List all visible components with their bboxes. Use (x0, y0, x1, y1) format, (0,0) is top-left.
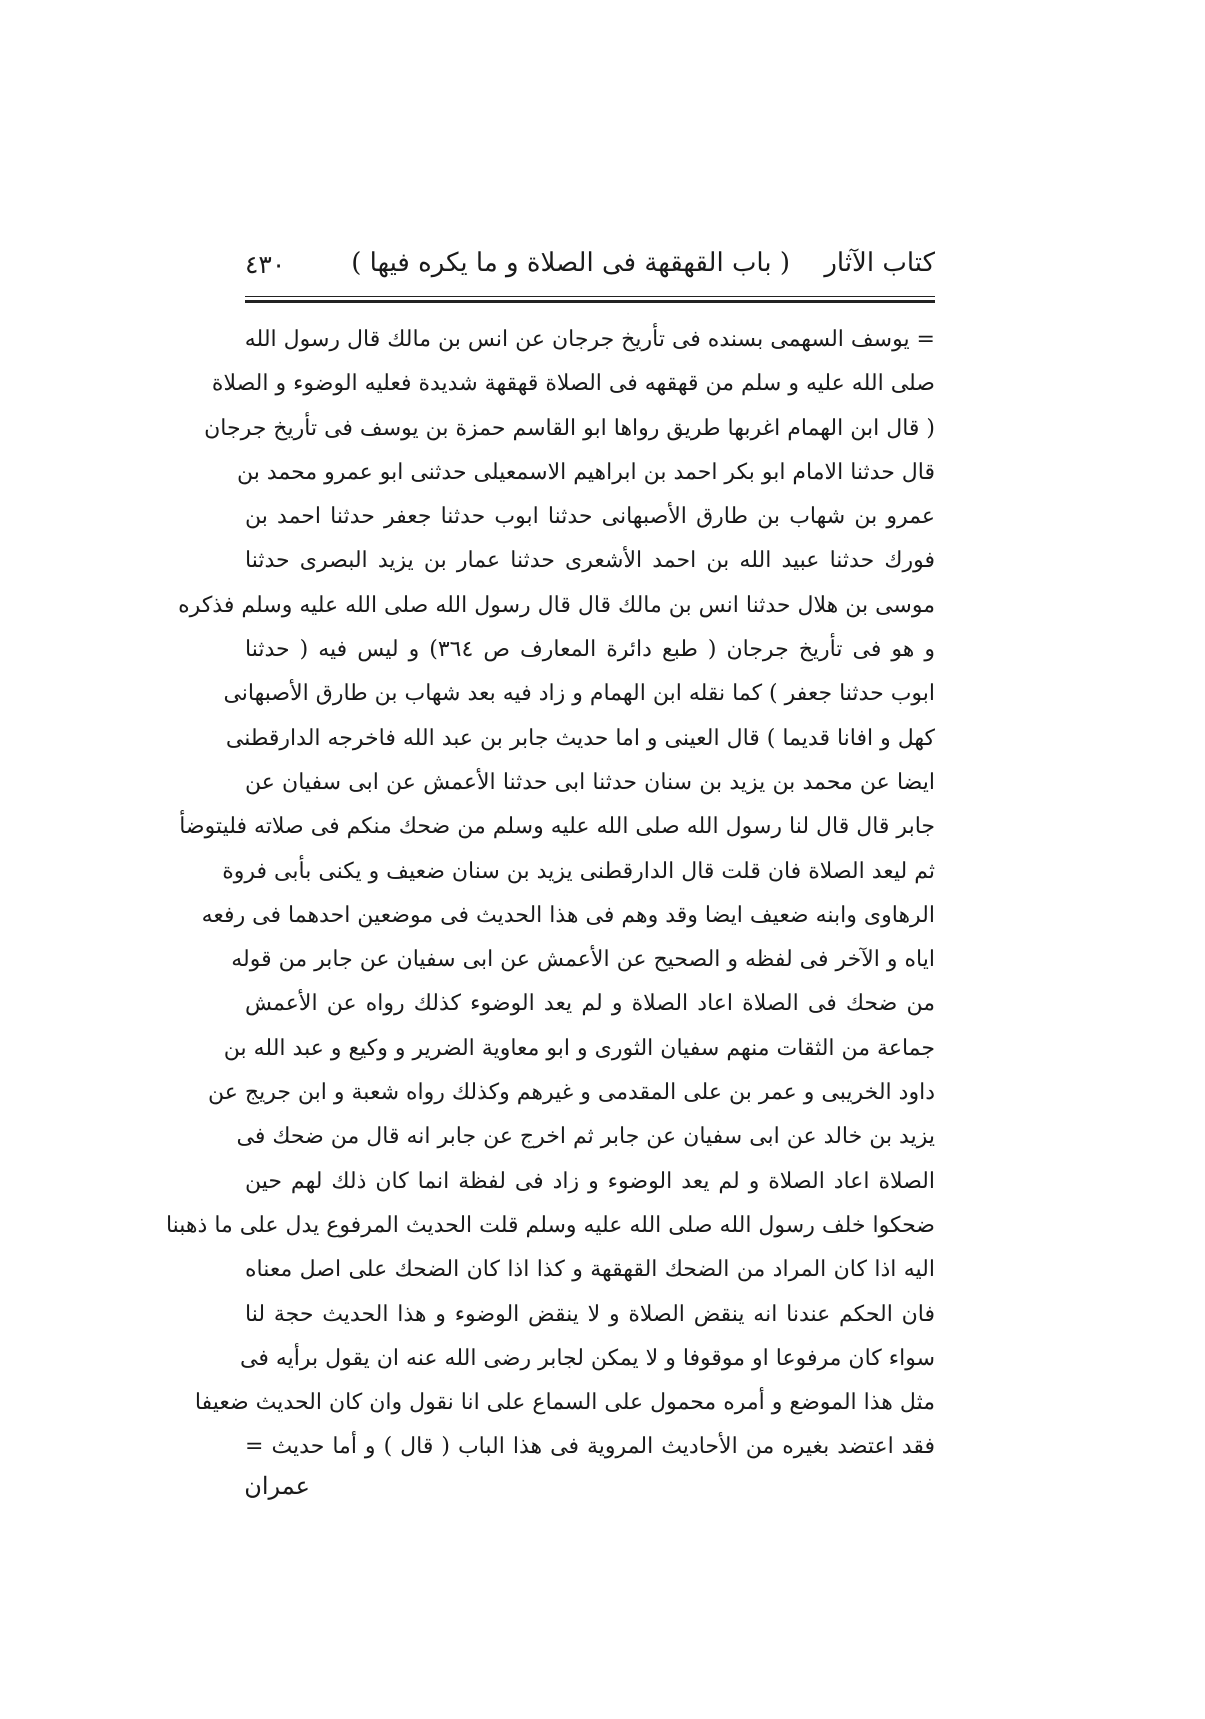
text-line: فان الحكم عندنا انه ينقض الصلاة و لا ينقض الوضوء و هذا الحديث حجة لنا (245, 1301, 935, 1327)
catchword: عمران (244, 1472, 310, 1500)
text-line: اليه اذا كان المراد من الضحك القهقهة و كذا اذا كان الضحك على اصل معناه (245, 1257, 935, 1283)
text-line: مثل هذا الموضع و أمره محمول على السماع على انا نقول وان كان الحديث ضعيفا (194, 1390, 935, 1416)
text-line: و هو فى تأريخ جرجان ( طبع دائرة المعارف ص ٣٦٤) و ليس فيه ( حدثنا (245, 637, 935, 663)
text-line: عمرو بن شهاب بن طارق الأصبهانى حدثنا ابوب حدثنا جعفر حدثنا احمد بن (245, 504, 935, 530)
text-line: ابوب حدثنا جعفر ) كما نقله ابن الهمام و زاد فيه بعد شهاب بن طارق الأصبهانى (223, 681, 935, 707)
page-header (245, 248, 935, 288)
header-rule-thick (245, 300, 935, 303)
text-line: فورك حدثنا عبيد الله بن احمد الأشعرى حدثنا عمار بن يزيد البصرى حدثنا (245, 548, 935, 574)
text-line: قال حدثنا الامام ابو بكر احمد بن ابراهيم الاسمعيلى حدثنى ابو عمرو محمد بن (237, 459, 935, 485)
text-line: الرهاوى وابنه ضعيف ايضا وقد وهم فى هذا الحديث فى موضعين احدهما فى رفعه (201, 902, 935, 928)
text-line: موسى بن هلال حدثنا انس بن مالك قال قال رسول الله صلى الله عليه وسلم فذكره (178, 592, 935, 618)
text-line: ايضا عن محمد بن يزيد بن سنان حدثنا ابى حدثنا الأعمش عن ابى سفيان عن (245, 769, 935, 795)
book-title: كتاب الآثار (824, 248, 935, 278)
page-number: ٤٣٠ (245, 250, 286, 279)
text-line: اياه و الآخر فى لفظه و الصحيح عن الأعمش عن ابى سفيان عن جابر من قوله (231, 947, 935, 973)
text-line: داود الخريبى و عمر بن على المقدمى و غيرهم وكذلك رواه شعبة و ابن جريج عن (208, 1080, 935, 1106)
text-line: = يوسف السهمى بسنده فى تأريخ جرجان عن انس بن مالك قال رسول الله (244, 327, 935, 352)
text-line: صلى الله عليه و سلم من قهقهه فى الصلاة قهقهة شديدة فعليه الوضوء و الصلاة (211, 371, 935, 397)
text-line: من ضحك فى الصلاة اعاد الصلاة و لم يعد الوضوء كذلك رواه عن الأعمش (245, 991, 935, 1017)
text-line: جماعة من الثقات منهم سفيان الثورى و ابو معاوية الضرير و وكيع و عبد الله بن (223, 1035, 935, 1061)
header-rule-thin (245, 296, 935, 297)
text-line: فقد اعتضد بغيره من الأحاديث المروية فى هذا الباب ( قال ) و أما حديث = (245, 1434, 935, 1460)
text-line: ( قال ابن الهمام اغربها طريق رواها ابو القاسم حمزة بن يوسف فى تأريخ جرجان (204, 415, 935, 441)
chapter-title: ( باب القهقهة فى الصلاة و ما يكره فيها ) (351, 248, 790, 278)
text-line: جابر قال قال لنا رسول الله صلى الله عليه وسلم من ضحك منكم فى صلاته فليتوضأ (179, 814, 935, 840)
text-line: ضحكوا خلف رسول الله صلى الله عليه وسلم قلت الحديث المرفوع يدل على ما ذهبنا (165, 1212, 935, 1238)
text-line: يزيد بن خالد عن ابى سفيان عن جابر ثم اخرج عن جابر انه قال من ضحك فى (236, 1124, 935, 1150)
text-line: الصلاة اعاد الصلاة و لم يعد الوضوء و زاد فى لفظة انما كان ذلك لهم حين (245, 1168, 935, 1194)
text-line: سواء كان مرفوعا او موقوفا و لا يمكن لجابر رضى الله عنه ان يقول برأيه فى (240, 1345, 935, 1371)
text-line: كهل و افانا قديما ) قال العينى و اما حديث جابر بن عبد الله فاخرجه الدارقطنى (225, 725, 935, 751)
text-line: ثم ليعد الصلاة فان قلت قال الدارقطنى يزيد بن سنان ضعيف و يكنى بأبى فروة (222, 858, 935, 884)
body-text (165, 318, 935, 1470)
